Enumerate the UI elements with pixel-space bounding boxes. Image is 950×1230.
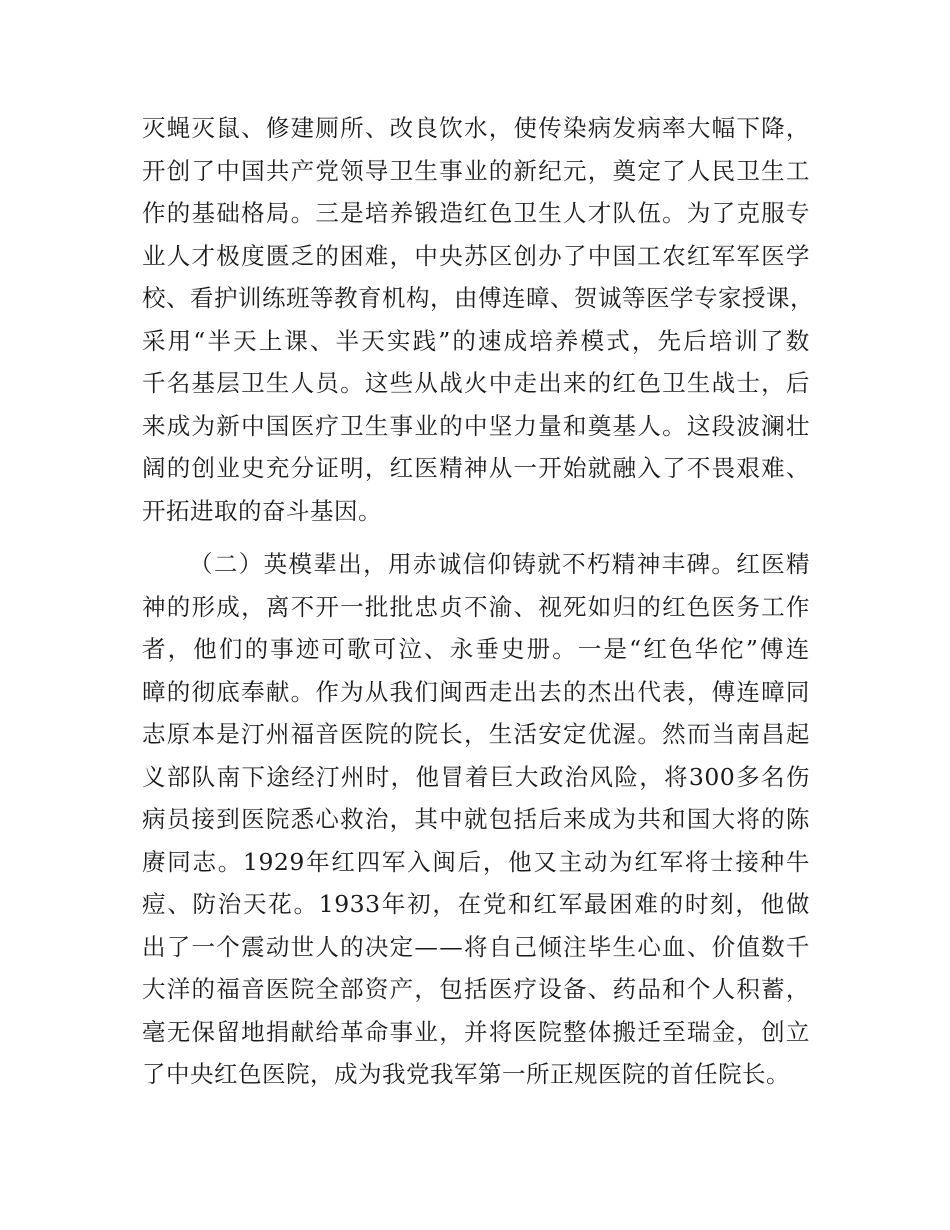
text-line: 大 洋 的 福 音 医 院 全 部 资 产 ， 包 括 医 疗 设 备 、 药 品 和 个 人 积 蓄 ， bbox=[142, 975, 810, 1003]
text-line: 开 创 了 中 国 共 产 党 领 导 卫 生 事 业 的 新 纪 元 ， 奠 定 了 人 民 卫 生 工 bbox=[142, 156, 810, 185]
text-line: 痘 、 防 治 天 花 。 1933 年 初 ， 在 党 和 红 军 最 困 难 的 时 刻 ， 他 做 bbox=[142, 890, 810, 918]
text-line: 志 原 本 是 汀 州 福 音 医 院 的 院 长 ， 生 活 安 定 优 渥 。 然 而 当 南 昌 起 bbox=[142, 720, 810, 748]
text-line: 千 名 基 层 卫 生 人 员 。 这 些 从 战 火 中 走 出 来 的 红 色 卫 生 战 士 ， 后 bbox=[142, 369, 810, 397]
text-line: 作 的 基 础 格 局 。 三 是 培 养 锻 造 红 色 卫 生 人 才 队 伍 。 为 了 克 服 专 bbox=[142, 199, 810, 227]
text-line: 义 部 队 南 下 途 经 汀 州 时 ， 他 冒 着 巨 大 政 治 风 险 ， 将 300 多 名 伤 bbox=[142, 762, 810, 791]
paragraph-2 bbox=[142, 543, 810, 1096]
text-line: 暲 的 彻 底 奉 献 。 作 为 从 我 们 闽 西 走 出 去 的 杰 出 代 表 ， 傅 连 暲 同 bbox=[142, 677, 810, 706]
text-line: （ 二 ） 英 模 辈 出 ， 用 赤 诚 信 仰 铸 就 不 朽 精 神 丰 碑 。 红 医 精 bbox=[189, 550, 810, 578]
text-line: 病 员 接 到 医 院 悉 心 救 治 ， 其 中 就 包 括 后 来 成 为 共 和 国 大 将 的 陈 bbox=[142, 805, 810, 833]
paragraph-1 bbox=[142, 107, 814, 532]
text-line: 业 人 才 极 度 匮 乏 的 困 难 ， 中 央 苏 区 创 办 了 中 国 工 农 红 军 军 医 学 bbox=[142, 241, 810, 270]
text-line: 了中央红色医院，成为我党我军第一所正规医院的首任院长。 bbox=[142, 1060, 790, 1088]
text-line: 来 成 为 新 中 国 医 疗 卫 生 事 业 的 中 坚 力 量 和 奠 基 人 。 这 段 波 澜 壮 bbox=[142, 411, 810, 440]
paragraph-gap bbox=[142, 532, 810, 543]
text-line: 开拓进取的奋斗基因。 bbox=[142, 496, 382, 525]
text-line: 灭 蝇 灭 鼠 、 修 建 厕 所 、 改 良 饮 水 ， 使 传 染 病 发 病 率 大 幅 下 降 ， bbox=[142, 114, 810, 142]
text-line: 者 ， 他 们 的 事 迹 可 歌 可 泣 、 永 垂 史 册 。 一 是 “ 红 色 华 佗 ” 傅 连 bbox=[142, 635, 810, 663]
text-line: 校 、 看 护 训 练 班 等 教 育 机 构 ， 由 傅 连 暲 、 贺 诚 等 医 学 专 家 授 课 ， bbox=[142, 284, 814, 312]
text-line: 出 了 一 个 震 动 世 人 的 决 定 — — 将 自 己 倾 注 毕 生 心 血 、 价 值 数 千 bbox=[142, 932, 810, 961]
text-line: 阔 的 创 业 史 充 分 证 明 ， 红 医 精 神 从 一 开 始 就 融 入 了 不 畏 艰 难 、 bbox=[142, 454, 810, 482]
document-body bbox=[142, 107, 814, 1096]
text-line: 毫 无 保 留 地 捐 献 给 革 命 事 业 ， 并 将 医 院 整 体 搬 迁 至 瑞 金 ， 创 立 bbox=[142, 1017, 810, 1046]
text-line: 赓 同 志 。 1929 年 红 四 军 入 闽 后 ， 他 又 主 动 为 红 军 将 士 接 种 牛 bbox=[142, 847, 810, 876]
text-line: 采 用 “ 半 天 上 课 、 半 天 实 践 ” 的 速 成 培 养 模 式 ， 先 后 培 训 了 数 bbox=[142, 326, 810, 355]
text-line: 神 的 形 成 ， 离 不 开 一 批 批 忠 贞 不 渝 、 视 死 如 归 的 红 色 医 务 工 作 bbox=[142, 592, 810, 621]
